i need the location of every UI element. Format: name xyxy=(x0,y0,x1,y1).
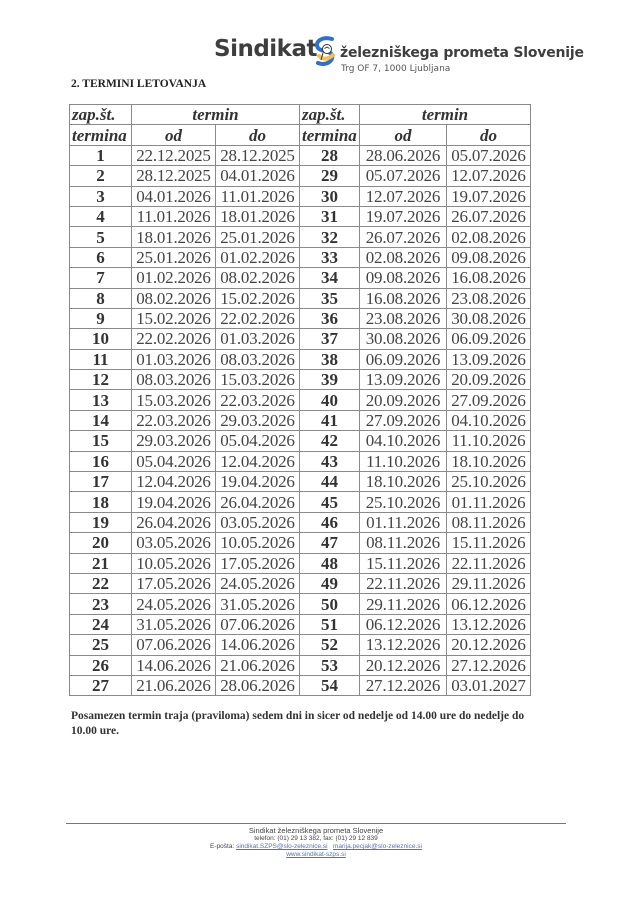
term-end-date: 21.06.2026 xyxy=(216,655,300,675)
term-end-date: 04.10.2026 xyxy=(447,410,531,430)
table-row xyxy=(70,512,531,532)
header-termina: termina xyxy=(70,125,132,145)
term-start-date: 04.01.2026 xyxy=(132,186,216,206)
footer-email-link-2[interactable]: marija.pecjak@slo-zeleznice.si xyxy=(332,843,422,850)
footer-divider xyxy=(66,823,566,824)
term-start-date: 27.12.2026 xyxy=(360,675,447,695)
term-end-date: 27.12.2026 xyxy=(447,655,531,675)
term-start-date: 08.03.2026 xyxy=(132,370,216,390)
term-number: 39 xyxy=(300,370,360,390)
schedule-table xyxy=(69,104,531,696)
term-end-date: 06.12.2026 xyxy=(447,594,531,614)
table-row xyxy=(70,288,531,308)
table-row xyxy=(70,227,531,247)
term-number: 10 xyxy=(70,329,132,349)
term-number: 4 xyxy=(70,206,132,226)
term-start-date: 15.02.2026 xyxy=(132,308,216,328)
term-number: 45 xyxy=(300,492,360,512)
letterhead-address: Trg OF 7, 1000 Ljubljana xyxy=(341,64,451,74)
term-start-date: 01.11.2026 xyxy=(360,512,447,532)
term-number: 35 xyxy=(300,288,360,308)
term-end-date: 07.06.2026 xyxy=(216,614,300,634)
term-end-date: 15.03.2026 xyxy=(216,370,300,390)
footer-website-link[interactable]: www.sindikat-szps.si xyxy=(286,851,346,858)
term-number: 54 xyxy=(300,675,360,695)
term-end-date: 02.08.2026 xyxy=(447,227,531,247)
term-start-date: 15.11.2026 xyxy=(360,553,447,573)
term-start-date: 19.04.2026 xyxy=(132,492,216,512)
footer-website-line xyxy=(66,851,566,859)
term-start-date: 22.03.2026 xyxy=(132,410,216,430)
term-start-date: 29.11.2026 xyxy=(360,594,447,614)
term-start-date: 27.09.2026 xyxy=(360,410,447,430)
term-end-date: 18.01.2026 xyxy=(216,206,300,226)
table-row xyxy=(70,390,531,410)
term-start-date: 30.08.2026 xyxy=(360,329,447,349)
term-start-date: 14.06.2026 xyxy=(132,655,216,675)
header-termin-2: termin xyxy=(360,105,531,125)
term-end-date: 01.11.2026 xyxy=(447,492,531,512)
term-end-date: 24.05.2026 xyxy=(216,573,300,593)
table-row xyxy=(70,431,531,451)
table-row xyxy=(70,594,531,614)
table-row xyxy=(70,614,531,634)
term-start-date: 29.03.2026 xyxy=(132,431,216,451)
term-number: 24 xyxy=(70,614,132,634)
term-end-date: 16.08.2026 xyxy=(447,268,531,288)
term-end-date: 10.05.2026 xyxy=(216,533,300,553)
term-number: 14 xyxy=(70,410,132,430)
term-end-date: 03.01.2027 xyxy=(447,675,531,695)
term-start-date: 16.08.2026 xyxy=(360,288,447,308)
term-number: 43 xyxy=(300,451,360,471)
term-number: 44 xyxy=(300,472,360,492)
table-row xyxy=(70,655,531,675)
term-number: 32 xyxy=(300,227,360,247)
table-row xyxy=(70,206,531,226)
term-number: 25 xyxy=(70,635,132,655)
table-row xyxy=(70,451,531,471)
term-start-date: 15.03.2026 xyxy=(132,390,216,410)
term-start-date: 06.09.2026 xyxy=(360,349,447,369)
term-end-date: 13.09.2026 xyxy=(447,349,531,369)
table-row xyxy=(70,370,531,390)
table-row xyxy=(70,533,531,553)
duration-note: Posamezen termin traja (praviloma) sedem dni in sicer od nedelje od 14.00 ure do nedelje do 10.00 ure. xyxy=(71,710,525,737)
term-number: 31 xyxy=(300,206,360,226)
term-number: 40 xyxy=(300,390,360,410)
term-number: 48 xyxy=(300,553,360,573)
term-end-date: 08.11.2026 xyxy=(447,512,531,532)
footer-email-link-1[interactable]: sindikat.SZPS@slo-zeleznice.si xyxy=(236,843,328,850)
term-end-date: 04.01.2026 xyxy=(216,166,300,186)
term-start-date: 17.05.2026 xyxy=(132,573,216,593)
section-title: 2. TERMINI LETOVANJA xyxy=(71,78,207,90)
term-end-date: 09.08.2026 xyxy=(447,247,531,267)
term-start-date: 01.02.2026 xyxy=(132,268,216,288)
term-number: 47 xyxy=(300,533,360,553)
term-start-date: 03.05.2026 xyxy=(132,533,216,553)
term-end-date: 25.01.2026 xyxy=(216,227,300,247)
table-row xyxy=(70,145,531,165)
term-start-date: 13.12.2026 xyxy=(360,635,447,655)
term-number: 13 xyxy=(70,390,132,410)
term-end-date: 01.02.2026 xyxy=(216,247,300,267)
footer-email-label: E-pošta: xyxy=(210,843,235,850)
term-start-date: 25.10.2026 xyxy=(360,492,447,512)
term-start-date: 26.07.2026 xyxy=(360,227,447,247)
term-end-date: 20.09.2026 xyxy=(447,370,531,390)
table-row xyxy=(70,329,531,349)
term-number: 29 xyxy=(300,166,360,186)
term-end-date: 19.07.2026 xyxy=(447,186,531,206)
term-start-date: 11.10.2026 xyxy=(360,451,447,471)
term-end-date: 22.03.2026 xyxy=(216,390,300,410)
term-number: 51 xyxy=(300,614,360,634)
term-end-date: 28.12.2025 xyxy=(216,145,300,165)
term-end-date: 11.01.2026 xyxy=(216,186,300,206)
header-termin: termin xyxy=(132,105,300,125)
table-row xyxy=(70,247,531,267)
term-end-date: 15.02.2026 xyxy=(216,288,300,308)
term-number: 41 xyxy=(300,410,360,430)
term-number: 21 xyxy=(70,553,132,573)
term-number: 11 xyxy=(70,349,132,369)
term-end-date: 20.12.2026 xyxy=(447,635,531,655)
table-row xyxy=(70,635,531,655)
term-start-date: 20.12.2026 xyxy=(360,655,447,675)
term-number: 27 xyxy=(70,675,132,695)
term-number: 12 xyxy=(70,370,132,390)
term-end-date: 08.02.2026 xyxy=(216,268,300,288)
table-body xyxy=(70,145,531,696)
term-number: 19 xyxy=(70,512,132,532)
term-start-date: 12.04.2026 xyxy=(132,472,216,492)
term-end-date: 30.08.2026 xyxy=(447,308,531,328)
term-end-date: 01.03.2026 xyxy=(216,329,300,349)
term-start-date: 18.01.2026 xyxy=(132,227,216,247)
term-start-date: 07.06.2026 xyxy=(132,635,216,655)
term-number: 46 xyxy=(300,512,360,532)
term-number: 38 xyxy=(300,349,360,369)
term-end-date: 06.09.2026 xyxy=(447,329,531,349)
term-start-date: 26.04.2026 xyxy=(132,512,216,532)
term-end-date: 19.04.2026 xyxy=(216,472,300,492)
term-end-date: 22.02.2026 xyxy=(216,308,300,328)
term-start-date: 06.12.2026 xyxy=(360,614,447,634)
term-start-date: 04.10.2026 xyxy=(360,431,447,451)
table-row xyxy=(70,349,531,369)
term-start-date: 12.07.2026 xyxy=(360,186,447,206)
term-start-date: 21.06.2026 xyxy=(132,675,216,695)
table-row xyxy=(70,492,531,512)
term-number: 8 xyxy=(70,288,132,308)
table-row xyxy=(70,553,531,573)
term-end-date: 12.04.2026 xyxy=(216,451,300,471)
term-start-date: 13.09.2026 xyxy=(360,370,447,390)
footer-phone: telefon: (01) 29 13 382, fax: (01) 29 12 839 xyxy=(254,835,378,842)
header-od: od xyxy=(132,125,216,145)
term-number: 28 xyxy=(300,145,360,165)
term-start-date: 22.02.2026 xyxy=(132,329,216,349)
term-number: 15 xyxy=(70,431,132,451)
term-end-date: 29.03.2026 xyxy=(216,410,300,430)
letterhead-org-name: železniškega prometa Slovenije xyxy=(340,45,584,61)
term-number: 52 xyxy=(300,635,360,655)
table-row xyxy=(70,410,531,430)
term-start-date: 24.05.2026 xyxy=(132,594,216,614)
term-end-date: 26.04.2026 xyxy=(216,492,300,512)
term-start-date: 02.08.2026 xyxy=(360,247,447,267)
term-number: 9 xyxy=(70,308,132,328)
table-row xyxy=(70,675,531,695)
term-start-date: 20.09.2026 xyxy=(360,390,447,410)
table-row xyxy=(70,268,531,288)
term-end-date: 05.04.2026 xyxy=(216,431,300,451)
term-start-date: 19.07.2026 xyxy=(360,206,447,226)
table-row xyxy=(70,186,531,206)
header-zap-st-2: zap.št. xyxy=(300,105,360,125)
term-number: 37 xyxy=(300,329,360,349)
term-end-date: 14.06.2026 xyxy=(216,635,300,655)
footer-org: Sindikat železniškega prometa Slovenije xyxy=(248,826,384,835)
term-number: 22 xyxy=(70,573,132,593)
term-number: 20 xyxy=(70,533,132,553)
term-number: 50 xyxy=(300,594,360,614)
term-end-date: 31.05.2026 xyxy=(216,594,300,614)
term-end-date: 25.10.2026 xyxy=(447,472,531,492)
term-end-date: 18.10.2026 xyxy=(447,451,531,471)
term-start-date: 05.07.2026 xyxy=(360,166,447,186)
header-do-2: do xyxy=(447,125,531,145)
table-row xyxy=(70,308,531,328)
term-end-date: 22.11.2026 xyxy=(447,553,531,573)
footer-email-line xyxy=(66,843,566,851)
term-start-date: 08.11.2026 xyxy=(360,533,447,553)
term-number: 34 xyxy=(300,268,360,288)
term-end-date: 12.07.2026 xyxy=(447,166,531,186)
term-start-date: 09.08.2026 xyxy=(360,268,447,288)
header-od-2: od xyxy=(360,125,447,145)
term-end-date: 28.06.2026 xyxy=(216,675,300,695)
term-number: 36 xyxy=(300,308,360,328)
term-number: 17 xyxy=(70,472,132,492)
term-end-date: 23.08.2026 xyxy=(447,288,531,308)
term-start-date: 28.12.2025 xyxy=(132,166,216,186)
table-row xyxy=(70,166,531,186)
letterhead xyxy=(214,36,584,80)
term-start-date: 11.01.2026 xyxy=(132,206,216,226)
footer xyxy=(66,826,566,859)
table-header-row xyxy=(70,105,531,125)
term-end-date: 27.09.2026 xyxy=(447,390,531,410)
term-start-date: 01.03.2026 xyxy=(132,349,216,369)
term-number: 30 xyxy=(300,186,360,206)
header-termina-2: termina xyxy=(300,125,360,145)
term-number: 16 xyxy=(70,451,132,471)
table-row xyxy=(70,472,531,492)
term-number: 3 xyxy=(70,186,132,206)
term-number: 1 xyxy=(70,145,132,165)
term-end-date: 08.03.2026 xyxy=(216,349,300,369)
term-start-date: 08.02.2026 xyxy=(132,288,216,308)
term-end-date: 05.07.2026 xyxy=(447,145,531,165)
term-number: 23 xyxy=(70,594,132,614)
term-number: 6 xyxy=(70,247,132,267)
term-start-date: 23.08.2026 xyxy=(360,308,447,328)
term-start-date: 10.05.2026 xyxy=(132,553,216,573)
term-start-date: 28.06.2026 xyxy=(360,145,447,165)
term-number: 18 xyxy=(70,492,132,512)
term-start-date: 18.10.2026 xyxy=(360,472,447,492)
letterhead-brand: Sindikat xyxy=(214,36,317,62)
term-end-date: 17.05.2026 xyxy=(216,553,300,573)
term-number: 33 xyxy=(300,247,360,267)
term-start-date: 22.11.2026 xyxy=(360,573,447,593)
term-start-date: 22.12.2025 xyxy=(132,145,216,165)
term-start-date: 05.04.2026 xyxy=(132,451,216,471)
table-row xyxy=(70,573,531,593)
term-number: 42 xyxy=(300,431,360,451)
term-number: 7 xyxy=(70,268,132,288)
term-number: 26 xyxy=(70,655,132,675)
term-end-date: 03.05.2026 xyxy=(216,512,300,532)
term-end-date: 13.12.2026 xyxy=(447,614,531,634)
term-end-date: 29.11.2026 xyxy=(447,573,531,593)
table-subheader-row xyxy=(70,125,531,145)
term-number: 2 xyxy=(70,166,132,186)
term-end-date: 26.07.2026 xyxy=(447,206,531,226)
term-end-date: 15.11.2026 xyxy=(447,533,531,553)
header-zap-st: zap.št. xyxy=(70,105,132,125)
union-logo-icon xyxy=(312,36,338,68)
header-do: do xyxy=(216,125,300,145)
term-number: 5 xyxy=(70,227,132,247)
term-start-date: 31.05.2026 xyxy=(132,614,216,634)
term-start-date: 25.01.2026 xyxy=(132,247,216,267)
term-number: 53 xyxy=(300,655,360,675)
term-end-date: 11.10.2026 xyxy=(447,431,531,451)
term-number: 49 xyxy=(300,573,360,593)
